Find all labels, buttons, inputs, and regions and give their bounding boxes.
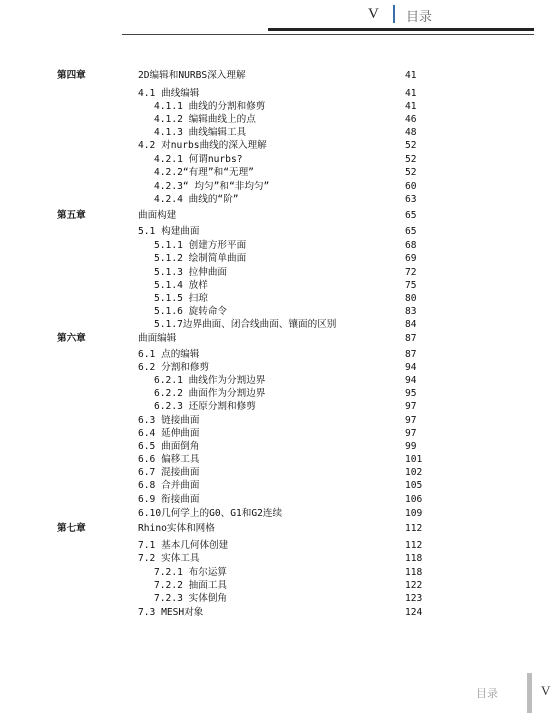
toc-page-number: 69 [405,253,417,264]
toc-page-number: 97 [405,415,417,426]
toc-entry-title: 5.1.6 旋转命令 [154,306,228,317]
toc-entry-title: 7.2.3 实体倒角 [154,593,228,604]
toc-page-number: 99 [405,441,417,452]
toc-entry-row[interactable] [0,566,556,579]
header-rule-thick [268,28,534,31]
toc-entry-row[interactable] [0,387,556,400]
toc-entry-title: 6.2.2 曲面作为分割边界 [154,388,266,399]
toc-page-number: 87 [405,333,417,344]
toc-entry-row[interactable] [0,318,556,331]
toc-chapter-label: 第七章 [57,523,86,534]
toc-entry-row[interactable] [0,507,556,520]
toc-entry-title: 5.1.7边界曲面、闭合线曲面、镶面的区别 [154,319,337,330]
toc-entry-row[interactable] [0,139,556,152]
toc-entry-row[interactable] [0,374,556,387]
toc-entry-row[interactable] [0,100,556,113]
toc-entry-title: 6.1 点的编辑 [138,349,200,360]
toc-entry-title: 4.2.1 何谓nurbs? [154,154,243,165]
toc-entry-row[interactable] [0,493,556,506]
toc-entry-row[interactable] [0,479,556,492]
header-title: 目录 [406,10,433,25]
toc-page-number: 102 [405,467,423,478]
toc-page-number: 118 [405,567,423,578]
toc-entry-row[interactable] [0,400,556,413]
toc-entry-row[interactable] [0,453,556,466]
toc-page-number: 112 [405,540,423,551]
toc-page-number: 72 [405,267,417,278]
toc-page-number: 97 [405,428,417,439]
toc-page-number: 106 [405,494,423,505]
footer-bar [527,673,532,713]
toc-page-number: 87 [405,349,417,360]
toc-entry-row[interactable] [0,427,556,440]
toc-page-number: 84 [405,319,417,330]
toc-page-number: 122 [405,580,423,591]
toc-entry-row[interactable] [0,166,556,179]
toc-entry-title: 7.2.2 抽面工具 [154,580,228,591]
toc-entry-title: 4.2.2“有理”和“无理” [154,167,254,178]
toc-entry-title: 6.6 偏移工具 [138,454,200,465]
toc-entry-title: 6.5 曲面倒角 [138,441,200,452]
toc-chapter-row[interactable] [0,332,556,345]
toc-entry-row[interactable] [0,606,556,619]
toc-page-number: 101 [405,454,423,465]
toc-page-number: 94 [405,375,417,386]
toc-entry-title: 4.1.1 曲线的分割和修剪 [154,101,266,112]
toc-entry-title: 7.2 实体工具 [138,553,200,564]
toc-page-number: 109 [405,508,423,519]
toc-page-number: 41 [405,70,417,81]
toc-entry-row[interactable] [0,225,556,238]
toc-entry-row[interactable] [0,239,556,252]
toc-entry-row[interactable] [0,592,556,605]
toc-entry-title: 6.10几何学上的G0、G1和G2连续 [138,508,283,519]
toc-entry-row[interactable] [0,440,556,453]
toc-entry-title: 4.2 对nurbs曲线的深入理解 [138,140,267,151]
toc-page-number: 52 [405,140,417,151]
toc-page-number: 68 [405,240,417,251]
toc-page-number: 60 [405,181,417,192]
header-rule-thin [122,34,534,35]
toc-entry-row[interactable] [0,126,556,139]
toc-page-number: 94 [405,362,417,373]
toc-page-number: 46 [405,114,417,125]
toc-entry-title: 曲面编辑 [138,333,177,344]
toc-entry-title: Rhino实体和网格 [138,523,215,534]
toc-chapter-row[interactable] [0,209,556,222]
toc-chapter-row[interactable] [0,522,556,535]
toc-entry-title: 4.2.4 曲线的“阶” [154,194,239,205]
toc-entry-row[interactable] [0,279,556,292]
toc-page-number: 95 [405,388,417,399]
toc-page-number: 65 [405,226,417,237]
toc-entry-title: 6.9 衔接曲面 [138,494,200,505]
toc-entry-row[interactable] [0,252,556,265]
toc-entry-title: 5.1 构建曲面 [138,226,200,237]
toc-entry-row[interactable] [0,361,556,374]
toc-page-number: 83 [405,306,417,317]
toc-entry-row[interactable] [0,153,556,166]
toc-page-number: 124 [405,607,423,618]
toc-page-number: 118 [405,553,423,564]
toc-entry-row[interactable] [0,539,556,552]
toc-page-number: 52 [405,154,417,165]
toc-entry-row[interactable] [0,579,556,592]
toc-page-number: 123 [405,593,423,604]
toc-entry-row[interactable] [0,466,556,479]
toc-entry-title: 5.1.1 创建方形平面 [154,240,247,251]
toc-page-number: 65 [405,210,417,221]
toc-entry-row[interactable] [0,292,556,305]
toc-entry-title: 2D编辑和NURBS深入理解 [138,70,246,81]
toc-entry-title: 5.1.2 绘制简单曲面 [154,253,247,264]
toc-entry-title: 6.8 合并曲面 [138,480,200,491]
toc-chapter-label: 第六章 [57,333,86,344]
toc-entry-title: 7.3 MESH对象 [138,607,204,618]
toc-entry-row[interactable] [0,552,556,565]
toc-entry-title: 6.3 链接曲面 [138,415,200,426]
toc-chapter-label: 第五章 [57,210,86,221]
toc-entry-title: 6.2.1 曲线作为分割边界 [154,375,266,386]
toc-entry-row[interactable] [0,113,556,126]
toc-page-number: 52 [405,167,417,178]
toc-entry-title: 4.1.2 编辑曲线上的点 [154,114,256,125]
footer-title: 目录 [476,687,498,700]
toc-entry-title: 6.7 混接曲面 [138,467,200,478]
header-separator [393,5,395,23]
toc-page-number: 80 [405,293,417,304]
toc-entry-title: 6.2 分割和修剪 [138,362,210,373]
toc-page-number: 112 [405,523,423,534]
toc-page-number: 48 [405,127,417,138]
toc-page-number: 63 [405,194,417,205]
toc-entry-title: 4.1 曲线编辑 [138,88,200,99]
toc-page-number: 105 [405,480,423,491]
toc-entry-title: 5.1.4 放样 [154,280,208,291]
toc-entry-row[interactable] [0,193,556,206]
toc-entry-title: 曲面构建 [138,210,177,221]
toc-entry-title: 7.1 基本几何体创建 [138,540,229,551]
toc-page-number: 75 [405,280,417,291]
toc-entry-row[interactable] [0,180,556,193]
toc-entry-title: 6.4 延伸曲面 [138,428,200,439]
toc-chapter-label: 第四章 [57,70,86,81]
toc-entry-row[interactable] [0,414,556,427]
toc-page-number: 97 [405,401,417,412]
toc-entry-row[interactable] [0,305,556,318]
toc-entry-title: 5.1.3 拉伸曲面 [154,267,228,278]
toc-entry-title: 7.2.1 布尔运算 [154,567,228,578]
toc-entry-title: 4.2.3“ 均匀”和“非均匀” [154,181,270,192]
footer-page-number: V [541,683,551,698]
toc-entry-title: 5.1.5 扫琼 [154,293,208,304]
toc-entry-row[interactable] [0,266,556,279]
toc-chapter-row[interactable] [0,69,556,82]
header-page-number: V [368,6,379,22]
toc-entry-title: 6.2.3 还原分割和修剪 [154,401,256,412]
toc-entry-row[interactable] [0,348,556,361]
toc-page-number: 41 [405,101,417,112]
toc-entry-row[interactable] [0,87,556,100]
toc-page-number: 41 [405,88,417,99]
toc-entry-title: 4.1.3 曲线编辑工具 [154,127,247,138]
